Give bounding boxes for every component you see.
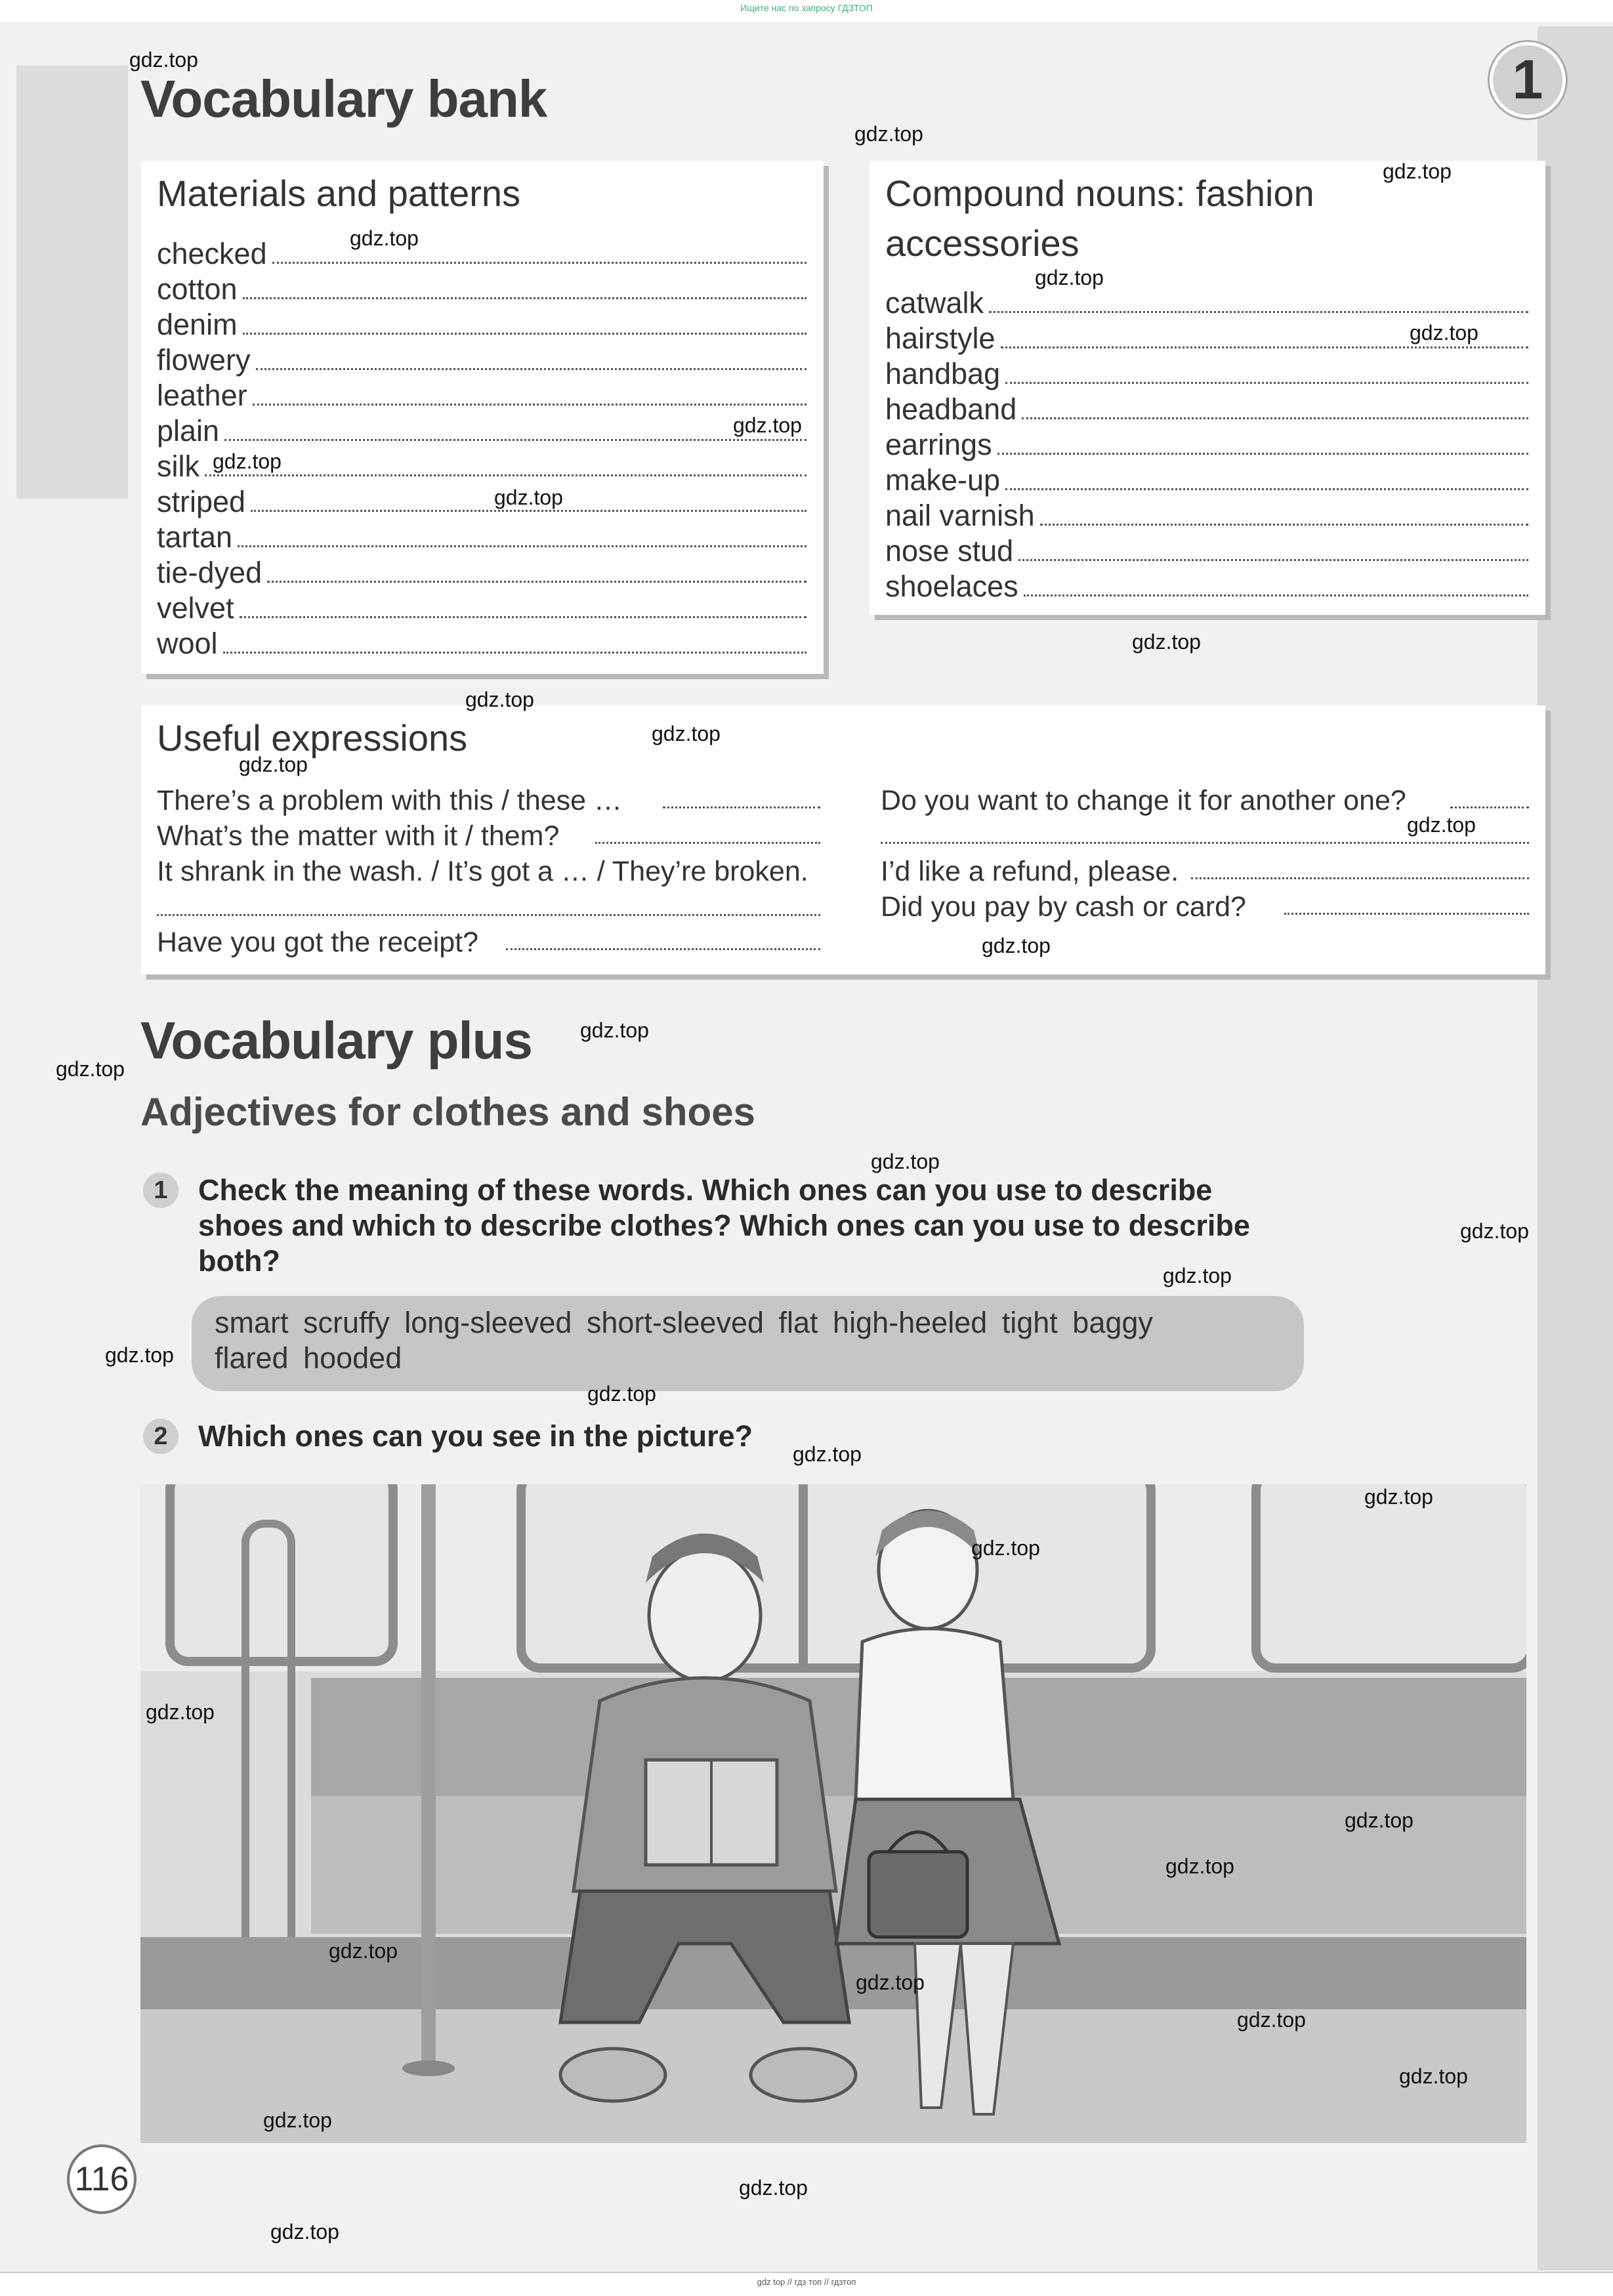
expression-3: It shrank in the wash. / It’s got a … / They’re broken. [157, 856, 808, 887]
watermark: gdz.top [263, 2108, 332, 2132]
exercise-1-line1: Check the meaning of these words. Which ones can you use to describe [198, 1173, 1213, 1207]
list-item: striped [157, 484, 806, 520]
watermark: gdz.top [270, 2220, 339, 2244]
watermark: gdz.top [871, 1150, 940, 1173]
watermark: gdz.top [1399, 2064, 1468, 2088]
top-note: Ищите нас по запросу ГДЗТОП [740, 3, 873, 13]
watermark: gdz.top [1410, 321, 1478, 344]
watermark: gdz.top [1237, 2008, 1306, 2032]
watermark: gdz.top [1132, 630, 1201, 654]
expression-6: I’d like a refund, please. [881, 856, 1179, 887]
materials-title: Materials and patterns [157, 173, 521, 214]
exercise-1-number: 1 [143, 1173, 178, 1208]
window-left [170, 1484, 393, 1661]
watermark: gdz.top [793, 1442, 862, 1466]
word-box-line2: flared hooded [215, 1341, 402, 1375]
word-box-line1: smart scruffy long-sleeved short-sleeved flat high-heeled tight baggy [215, 1306, 1153, 1339]
watermark: gdz.top [56, 1057, 125, 1081]
materials-box [141, 161, 824, 674]
page-number: 116 [67, 2144, 136, 2214]
watermark: gdz.top [1165, 1854, 1234, 1878]
watermark: gdz.top [587, 1382, 656, 1406]
exercise-2-number: 2 [143, 1419, 178, 1454]
list-item: make-up [885, 463, 1528, 498]
watermark: gdz.top [350, 226, 419, 250]
answer-line [881, 841, 1529, 844]
answer-line [157, 913, 820, 916]
list-item: nail varnish [885, 498, 1528, 533]
watermark: gdz.top [1163, 1264, 1232, 1287]
useful-expressions-box [141, 705, 1545, 974]
answer-line [1284, 911, 1529, 915]
unit-badge: 1 [1490, 42, 1566, 118]
list-item: silk [157, 449, 806, 484]
expression-7: Did you pay by cash or card? [881, 891, 1246, 923]
window-middle [521, 1484, 1151, 1668]
train-illustration [140, 1484, 1526, 2143]
vocab-bank-title: Vocabulary bank [140, 70, 547, 128]
compound-title-line1: Compound nouns: fashion [885, 173, 1314, 214]
answer-line [1450, 805, 1529, 808]
pole [421, 1484, 436, 2068]
watermark: gdz.top [856, 1971, 925, 1994]
list-item: cotton [157, 272, 806, 307]
watermark: gdz.top [1035, 266, 1104, 289]
watermark: gdz.top [1460, 1219, 1529, 1243]
ghost-side-panel [16, 66, 128, 499]
watermark: gdz.top [129, 48, 198, 72]
watermark: gdz.top [1345, 1808, 1414, 1832]
list-item: nose stud [885, 533, 1528, 569]
materials-list [157, 236, 806, 661]
list-item: catwalk [885, 285, 1528, 321]
answer-line [506, 947, 820, 950]
compound-title-line2: accessories [885, 222, 1079, 264]
list-item: wool [157, 626, 806, 661]
vocab-plus-subtitle: Adjectives for clothes and shoes [140, 1090, 755, 1134]
bottom-note: gdz top // гдз топ // гдзтоп [757, 2277, 856, 2287]
watermark: gdz.top [494, 486, 563, 509]
list-item: tie-dyed [157, 555, 806, 591]
useful-title: Useful expressions [157, 717, 468, 759]
list-item: hairstyle [885, 321, 1528, 356]
watermark: gdz.top [213, 449, 282, 473]
list-item: earrings [885, 427, 1528, 463]
list-item: leather [157, 378, 806, 413]
exercise-1-line2: shoes and which to describe clothes? Which ones can you use to describe [198, 1209, 1250, 1242]
window-right [1256, 1484, 1526, 1668]
watermark: gdz.top [854, 122, 923, 146]
expression-5: Do you want to change it for another one? [881, 785, 1406, 816]
page-bleed-shadow [1538, 26, 1613, 2270]
list-item: flowery [157, 343, 806, 378]
watermark: gdz.top [652, 722, 721, 745]
watermark: gdz.top [465, 688, 534, 711]
watermark: gdz.top [146, 1700, 215, 1724]
list-item: headband [885, 392, 1528, 427]
watermark: gdz.top [739, 2176, 808, 2200]
answer-line [595, 841, 820, 844]
list-item: checked [157, 236, 806, 272]
list-item: tartan [157, 520, 806, 555]
watermark: gdz.top [733, 413, 802, 437]
list-item: plain [157, 413, 806, 449]
exercise-1-line3: both? [198, 1244, 280, 1278]
compound-nouns-box [869, 161, 1545, 615]
list-item: shoelaces [885, 569, 1528, 604]
watermark: gdz.top [971, 1536, 1040, 1560]
list-item: handbag [885, 356, 1528, 392]
list-item: velvet [157, 591, 806, 626]
expression-1: There’s a problem with this / these … [157, 785, 623, 816]
exercise-2-text: Which ones can you see in the picture? [198, 1419, 753, 1453]
answer-line [663, 805, 820, 808]
watermark: gdz.top [1407, 813, 1476, 837]
watermark: gdz.top [329, 1939, 398, 1963]
expression-4: Have you got the receipt? [157, 927, 479, 958]
watermark: gdz.top [1383, 159, 1452, 183]
watermark: gdz.top [239, 753, 308, 776]
list-item: denim [157, 307, 806, 343]
expression-2: What’s the matter with it / them? [157, 820, 560, 852]
watermark: gdz.top [1364, 1485, 1433, 1509]
vocab-plus-title: Vocabulary plus [140, 1011, 533, 1070]
watermark: gdz.top [105, 1343, 174, 1367]
watermark: gdz.top [982, 934, 1051, 957]
watermark: gdz.top [580, 1018, 649, 1042]
answer-line [1191, 876, 1529, 879]
